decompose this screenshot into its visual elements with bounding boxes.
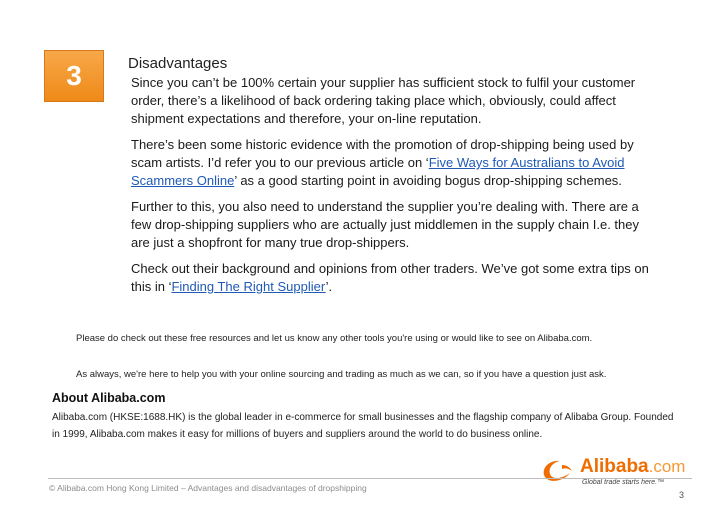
paragraph-stock: Since you can’t be 100% certain your supplier has sufficient stock to fulfil your customer order, there’s a likelihood of back ordering taking place which, obviously, could affect shipment expectations and therefore, your on-line reputation.	[131, 75, 636, 126]
paragraph-background-text: Check out their background and opinions from other traders. We’ve got some extra tips on this in ‘	[131, 261, 649, 294]
body-text	[131, 74, 661, 304]
logo-tagline: Global trade starts here.™	[582, 479, 665, 486]
section-title: Disadvantages	[128, 55, 228, 72]
paragraph-scam-text: There’s been some historic evidence with the promotion of drop-shipping being used by scam artists. I’d refer you to our previous article on ‘	[131, 137, 634, 170]
alibaba-smile-icon	[540, 457, 576, 487]
link-finding-supplier[interactable]: Finding The Right Supplier	[171, 279, 326, 294]
section-number: 3	[66, 60, 82, 91]
footer-divider	[48, 478, 692, 479]
resources-note: Please do check out these free resources and let us know any other tools you're using or would like to see on Alibaba.com.	[76, 333, 593, 344]
about-text: Alibaba.com (HKSE:1688.HK) is the global leader in e-commerce for small businesses and the flagship company of Alibaba Group. Founded in 1999, Alibaba.com makes it easy for millions of buyers and suppliers around the world to do business online.	[52, 412, 674, 440]
paragraph-scam-text-end: ’ as a good starting point in avoiding bogus drop-shipping schemes.	[234, 173, 622, 188]
about-heading: About Alibaba.com	[52, 391, 166, 405]
logo-word: Alibaba	[580, 456, 649, 477]
logo-wordmark	[580, 456, 685, 478]
paragraph-background-text-end: ’.	[325, 279, 333, 294]
paragraph-scam	[131, 136, 661, 190]
alibaba-logo	[540, 454, 690, 492]
paragraph-background	[131, 260, 661, 296]
logo-domain: .com	[648, 457, 686, 476]
footer-copyright: © Alibaba.com Hong Kong Limited – Advantages and disadvantages of dropshipping	[49, 483, 367, 493]
page-number: 3	[678, 490, 684, 500]
section-number-badge	[44, 50, 104, 102]
link-avoid-scammers[interactable]: Five Ways for Australians to Avoid Scammers Online	[131, 155, 625, 188]
paragraph-middlemen: Further to this, you also need to understand the supplier you’re dealing with. There are a few drop-shipping suppliers who are actually just middlemen in the supply chain I.e. they are just a shopfront for many true drop-shippers.	[131, 199, 639, 250]
help-note: As always, we're here to help you with your online sourcing and trading as much as we can, so if you have a question just ask.	[76, 369, 607, 380]
